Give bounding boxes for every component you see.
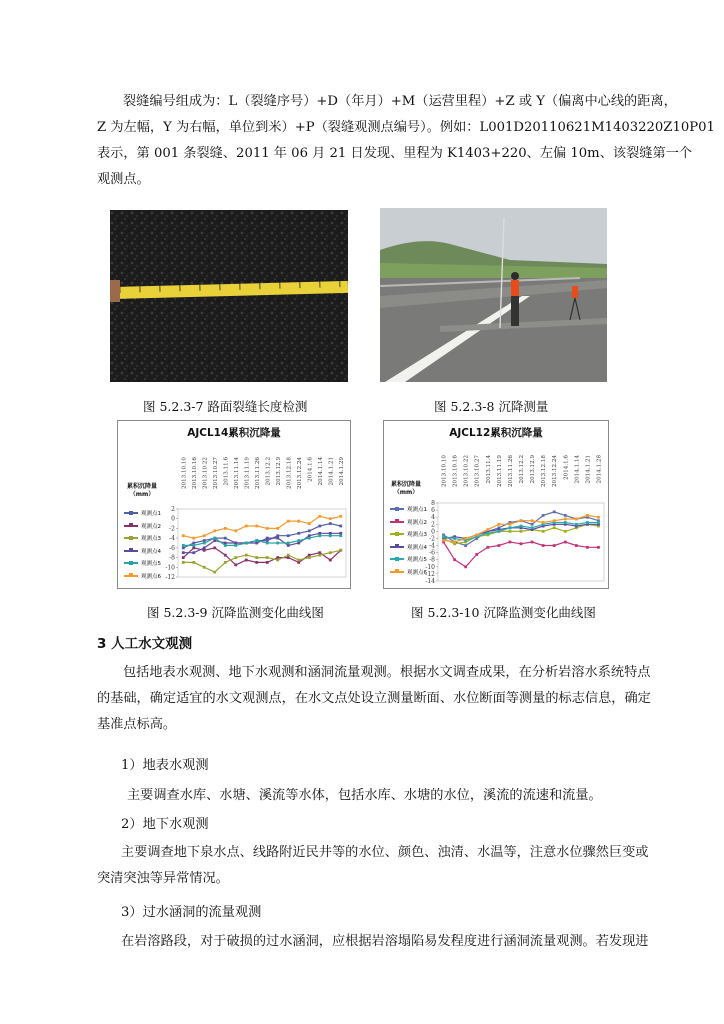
- y-tick-label: -6: [429, 549, 435, 557]
- legend-label: 观测点2: [407, 519, 427, 526]
- data-point: [308, 556, 311, 559]
- x-tick-label: 2013.11.26: [507, 455, 514, 488]
- data-point: [318, 534, 321, 537]
- data-point: [308, 537, 311, 540]
- data-point: [509, 541, 512, 544]
- data-point: [564, 518, 567, 521]
- data-point: [266, 537, 269, 540]
- x-tick-label: 2013.10.27: [474, 455, 481, 488]
- data-point: [192, 551, 195, 554]
- y-tick-label: 0: [171, 515, 175, 523]
- figure-caption-9: 图 5.2.3-9 沉降监测变化曲线图: [147, 605, 324, 620]
- data-point: [255, 539, 258, 542]
- data-point: [475, 553, 478, 556]
- data-point: [287, 534, 290, 537]
- section3-line-2: 的基础，确定适宜的水文观测点，在水文点处设立测量断面、水位断面等测量的标志信息，确定: [97, 691, 651, 706]
- x-tick-label: 2013.12.2: [519, 455, 525, 484]
- section3-line-3: 基准点标高。: [97, 717, 177, 732]
- x-tick-label: 2013.12.9: [530, 455, 537, 484]
- item-2-line-2: 突清突浊等异常情况。: [97, 871, 229, 886]
- x-tick-label: 2013.11.19: [496, 455, 503, 488]
- legend-swatch: [124, 562, 138, 564]
- x-tick-label: 2013.12.2: [265, 457, 272, 486]
- data-point: [182, 551, 185, 554]
- data-point: [213, 571, 216, 574]
- data-point: [266, 561, 269, 564]
- data-point: [586, 521, 589, 524]
- y-tick-label: 6: [431, 507, 435, 515]
- data-point: [234, 563, 237, 566]
- legend-label: 观测点3: [141, 536, 161, 543]
- legend-label: 观测点6: [407, 569, 427, 576]
- data-point: [287, 544, 290, 547]
- data-point: [266, 542, 269, 545]
- settlement-chart-ajcl12: [383, 420, 609, 589]
- data-point: [597, 546, 600, 549]
- legend-swatch: [390, 571, 404, 573]
- data-point: [564, 514, 567, 517]
- x-tick-label: 2013.11.14: [233, 457, 240, 490]
- data-point: [453, 537, 456, 540]
- data-point: [276, 559, 279, 562]
- data-point: [453, 541, 456, 544]
- data-point: [553, 519, 556, 522]
- data-point: [245, 559, 248, 562]
- data-point: [564, 530, 567, 533]
- x-tick-label: 2013.10.10: [441, 455, 448, 488]
- survey-road-photo: [380, 208, 607, 382]
- intro-line-4: 观测点。: [97, 172, 150, 187]
- data-point: [329, 559, 332, 562]
- data-point: [234, 544, 237, 547]
- data-point: [531, 526, 534, 529]
- y-tick-label: -4: [169, 535, 175, 543]
- data-point: [531, 541, 534, 544]
- y-tick-label: 4: [431, 514, 435, 522]
- y-tick-label: -8: [429, 556, 435, 564]
- data-point: [308, 534, 311, 537]
- intro-line-3: 表示，第 001 条裂缝、2011 年 06 月 21 日发现、里程为 K1403+220、左偏 10m、该裂缝第一个: [97, 146, 692, 161]
- data-point: [509, 526, 512, 529]
- data-point: [297, 539, 300, 542]
- x-tick-label: 2014.1.6: [563, 455, 570, 480]
- series-line: [183, 548, 340, 565]
- legend-swatch: [390, 558, 404, 560]
- x-tick-label: 2013.12.18: [286, 457, 293, 490]
- x-tick-label: 2014.1.28: [596, 455, 603, 484]
- chart-title: AJCL14累积沉降量: [187, 427, 281, 439]
- road-survey-image: [380, 208, 607, 382]
- y-tick-label: -2: [429, 535, 435, 543]
- data-point: [182, 556, 185, 559]
- data-point: [339, 525, 342, 528]
- figure-caption-8: 图 5.2.3-8 沉降测量: [434, 399, 549, 414]
- y-tick-label: 0: [431, 528, 435, 536]
- data-point: [442, 539, 445, 542]
- data-point: [276, 542, 279, 545]
- intro-line-2: Z 为左幅，Y 为右幅，单位到米）+P（裂缝观测点编号）。例如：L001D20110621M1403220Z10P01: [97, 120, 715, 135]
- data-point: [203, 534, 206, 537]
- chart-plot: [414, 421, 608, 588]
- data-point: [297, 561, 300, 564]
- legend-swatch: [124, 525, 138, 527]
- settlement-chart-ajcl14: [117, 420, 351, 589]
- legend-swatch: [390, 508, 404, 510]
- y-tick-label: 2: [171, 506, 175, 513]
- x-tick-label: 2013.10.22: [463, 455, 470, 488]
- data-point: [339, 515, 342, 518]
- legend-label: 观测点4: [141, 548, 161, 555]
- legend-swatch: [390, 546, 404, 548]
- data-point: [318, 551, 321, 554]
- data-point: [520, 530, 523, 533]
- data-point: [339, 549, 342, 552]
- legend-label: 观测点5: [407, 557, 427, 564]
- x-tick-label: 2013.10.16: [452, 455, 459, 488]
- data-point: [192, 537, 195, 540]
- data-point: [520, 525, 523, 528]
- data-point: [276, 534, 279, 537]
- data-point: [266, 527, 269, 530]
- legend-swatch: [390, 521, 404, 523]
- legend-label: 观测点4: [407, 544, 427, 551]
- data-point: [339, 532, 342, 535]
- y-tick-label: -10: [165, 564, 175, 572]
- data-point: [531, 523, 534, 526]
- data-point: [276, 537, 279, 540]
- data-point: [318, 515, 321, 518]
- data-point: [497, 544, 500, 547]
- data-point: [329, 517, 332, 520]
- chart-ylabel: 累积沉降量（mm）: [126, 483, 157, 498]
- data-point: [182, 544, 185, 547]
- data-point: [318, 525, 321, 528]
- legend-label: 观测点3: [407, 532, 427, 539]
- x-tick-label: 2013.11.26: [254, 457, 261, 490]
- legend-label: 观测点1: [141, 511, 161, 518]
- section3-line-1: 包括地表水观测、地下水观测和涵洞流量观测。根据水文调查成果，在分析岩溶水系统特点: [123, 665, 651, 680]
- data-point: [192, 546, 195, 549]
- chart-title: AJCL12累积沉降量: [449, 427, 543, 439]
- data-point: [486, 528, 489, 531]
- data-point: [531, 519, 534, 522]
- data-point: [276, 527, 279, 530]
- x-tick-label: 2013.12.9: [275, 457, 282, 486]
- data-point: [182, 561, 185, 564]
- data-point: [255, 525, 258, 528]
- x-tick-label: 2013.12.18: [541, 455, 548, 488]
- data-point: [509, 523, 512, 526]
- x-tick-label: 2014.1.14: [574, 455, 581, 484]
- y-tick-label: -12: [165, 574, 175, 581]
- data-point: [442, 535, 445, 538]
- x-tick-label: 2013.12.24: [296, 457, 303, 490]
- data-point: [464, 537, 467, 540]
- data-point: [475, 534, 478, 537]
- x-tick-label: 2013.10.27: [212, 457, 219, 490]
- data-point: [182, 534, 185, 537]
- legend-swatch: [124, 550, 138, 552]
- data-point: [329, 532, 332, 535]
- data-point: [308, 529, 311, 532]
- data-point: [329, 534, 332, 537]
- data-point: [192, 561, 195, 564]
- data-point: [575, 518, 578, 521]
- data-point: [542, 530, 545, 533]
- data-point: [224, 527, 227, 530]
- data-point: [224, 561, 227, 564]
- x-tick-label: 2013.11.19: [244, 457, 251, 490]
- data-point: [297, 532, 300, 535]
- data-point: [497, 523, 500, 526]
- data-point: [575, 523, 578, 526]
- x-tick-label: 2014.1.21: [328, 457, 335, 486]
- data-point: [564, 541, 567, 544]
- section3-paragraph: [97, 660, 651, 738]
- x-tick-label: 2014.1.6: [307, 457, 314, 482]
- y-tick-label: -12: [425, 570, 435, 578]
- item-3-text: 在岩溶路段，对于破损的过水涵洞，应根据岩溶塌陷易发程度进行涵洞流量观测。若发现进: [121, 934, 649, 949]
- data-point: [192, 542, 195, 545]
- data-point: [318, 532, 321, 535]
- data-point: [564, 521, 567, 524]
- item-2-line-1: 主要调查地下泉水点、线路附近民井等的水位、颜色、浊清、水温等，注意水位骤然巨变或: [121, 845, 649, 860]
- data-point: [520, 519, 523, 522]
- x-tick-label: 2013.11.4: [485, 455, 492, 484]
- data-point: [266, 539, 269, 542]
- data-point: [234, 556, 237, 559]
- data-point: [276, 556, 279, 559]
- data-point: [255, 561, 258, 564]
- data-point: [234, 542, 237, 545]
- legend-label: 观测点1: [407, 507, 427, 514]
- asphalt-tape-image: [110, 210, 348, 382]
- intro-paragraph: [97, 89, 715, 193]
- x-tick-label: 2014.1.21: [585, 455, 592, 484]
- data-point: [203, 539, 206, 542]
- y-tick-label: 2: [431, 521, 435, 529]
- legend-label: 观测点5: [141, 561, 161, 568]
- data-point: [339, 534, 342, 537]
- x-tick-label: 2013.10.16: [191, 457, 198, 490]
- legend-swatch: [390, 533, 404, 535]
- y-tick-label: -8: [169, 554, 175, 562]
- legend-swatch: [124, 537, 138, 539]
- y-tick-label: -14: [425, 578, 435, 585]
- data-point: [255, 556, 258, 559]
- intro-line-1: 裂缝编号组成为：L（裂缝序号）+D（年月）+M（运营里程）+Z 或 Y（偏离中心线的距离，: [123, 94, 677, 109]
- x-tick-label: 2013.10.22: [202, 457, 209, 490]
- x-tick-label: 2013.10.10: [181, 457, 188, 490]
- data-point: [464, 565, 467, 568]
- item-2-title: 2）地下水观测: [121, 817, 209, 832]
- data-point: [224, 537, 227, 540]
- data-point: [203, 542, 206, 545]
- legend-swatch: [124, 575, 138, 577]
- x-tick-label: 2014.1.29: [338, 457, 345, 486]
- legend-swatch: [124, 512, 138, 514]
- data-point: [255, 542, 258, 545]
- data-point: [553, 510, 556, 513]
- section-heading: 3 人工水文观测: [97, 636, 193, 652]
- data-point: [213, 537, 216, 540]
- figure-caption-7: 图 5.2.3-7 路面裂缝长度检测: [143, 399, 308, 414]
- data-point: [287, 520, 290, 523]
- measuring-tape-photo: [110, 210, 348, 382]
- x-tick-label: 2014.1.14: [317, 457, 324, 486]
- data-point: [213, 546, 216, 549]
- data-point: [203, 546, 206, 549]
- item-3-title: 3）过水涵洞的流量观测: [121, 905, 262, 920]
- data-point: [575, 544, 578, 547]
- data-point: [203, 549, 206, 552]
- data-point: [329, 551, 332, 554]
- y-tick-label: -6: [169, 544, 175, 552]
- data-point: [542, 544, 545, 547]
- data-point: [520, 542, 523, 545]
- data-point: [464, 544, 467, 547]
- y-tick-label: -4: [429, 542, 435, 550]
- data-point: [318, 554, 321, 557]
- data-point: [597, 516, 600, 519]
- chart-ylabel: 累积沉降量（mm）: [390, 481, 421, 496]
- data-point: [224, 544, 227, 547]
- data-point: [287, 554, 290, 557]
- data-point: [308, 554, 311, 557]
- legend-label: 观测点2: [141, 523, 161, 530]
- item-1-text: 主要调查水库、水塘、溪流等水体，包括水库、水塘的水位，溪流的流速和流量。: [127, 788, 602, 803]
- data-point: [203, 566, 206, 569]
- data-point: [245, 525, 248, 528]
- data-point: [266, 556, 269, 559]
- data-point: [287, 556, 290, 559]
- data-point: [297, 542, 300, 545]
- data-point: [192, 544, 195, 547]
- legend-label: 观测点6: [141, 573, 161, 580]
- x-tick-label: 2013.12.24: [552, 455, 559, 488]
- y-tick-label: -10: [425, 563, 435, 571]
- data-point: [297, 559, 300, 562]
- data-point: [553, 526, 556, 529]
- data-point: [234, 529, 237, 532]
- data-point: [597, 521, 600, 524]
- data-point: [308, 522, 311, 525]
- item-1-title: 1）地表水观测: [121, 758, 209, 773]
- data-point: [287, 542, 290, 545]
- data-point: [509, 530, 512, 533]
- data-point: [542, 514, 545, 517]
- y-tick-label: -2: [169, 525, 175, 533]
- data-point: [586, 546, 589, 549]
- data-point: [586, 514, 589, 517]
- data-point: [497, 530, 500, 533]
- data-point: [329, 522, 332, 525]
- chart-plot: [150, 421, 350, 588]
- data-point: [182, 546, 185, 549]
- data-point: [453, 558, 456, 561]
- data-point: [224, 554, 227, 557]
- data-point: [297, 520, 300, 523]
- data-point: [553, 544, 556, 547]
- y-tick-label: 8: [431, 500, 435, 507]
- data-point: [213, 539, 216, 542]
- figure-caption-10: 图 5.2.3-10 沉降监测变化曲线图: [411, 605, 596, 620]
- x-tick-label: 2013.11.6: [223, 457, 230, 486]
- data-point: [486, 532, 489, 535]
- data-point: [486, 546, 489, 549]
- item-2-paragraph: [97, 840, 649, 892]
- data-point: [542, 521, 545, 524]
- data-point: [245, 554, 248, 557]
- data-point: [213, 529, 216, 532]
- data-point: [245, 542, 248, 545]
